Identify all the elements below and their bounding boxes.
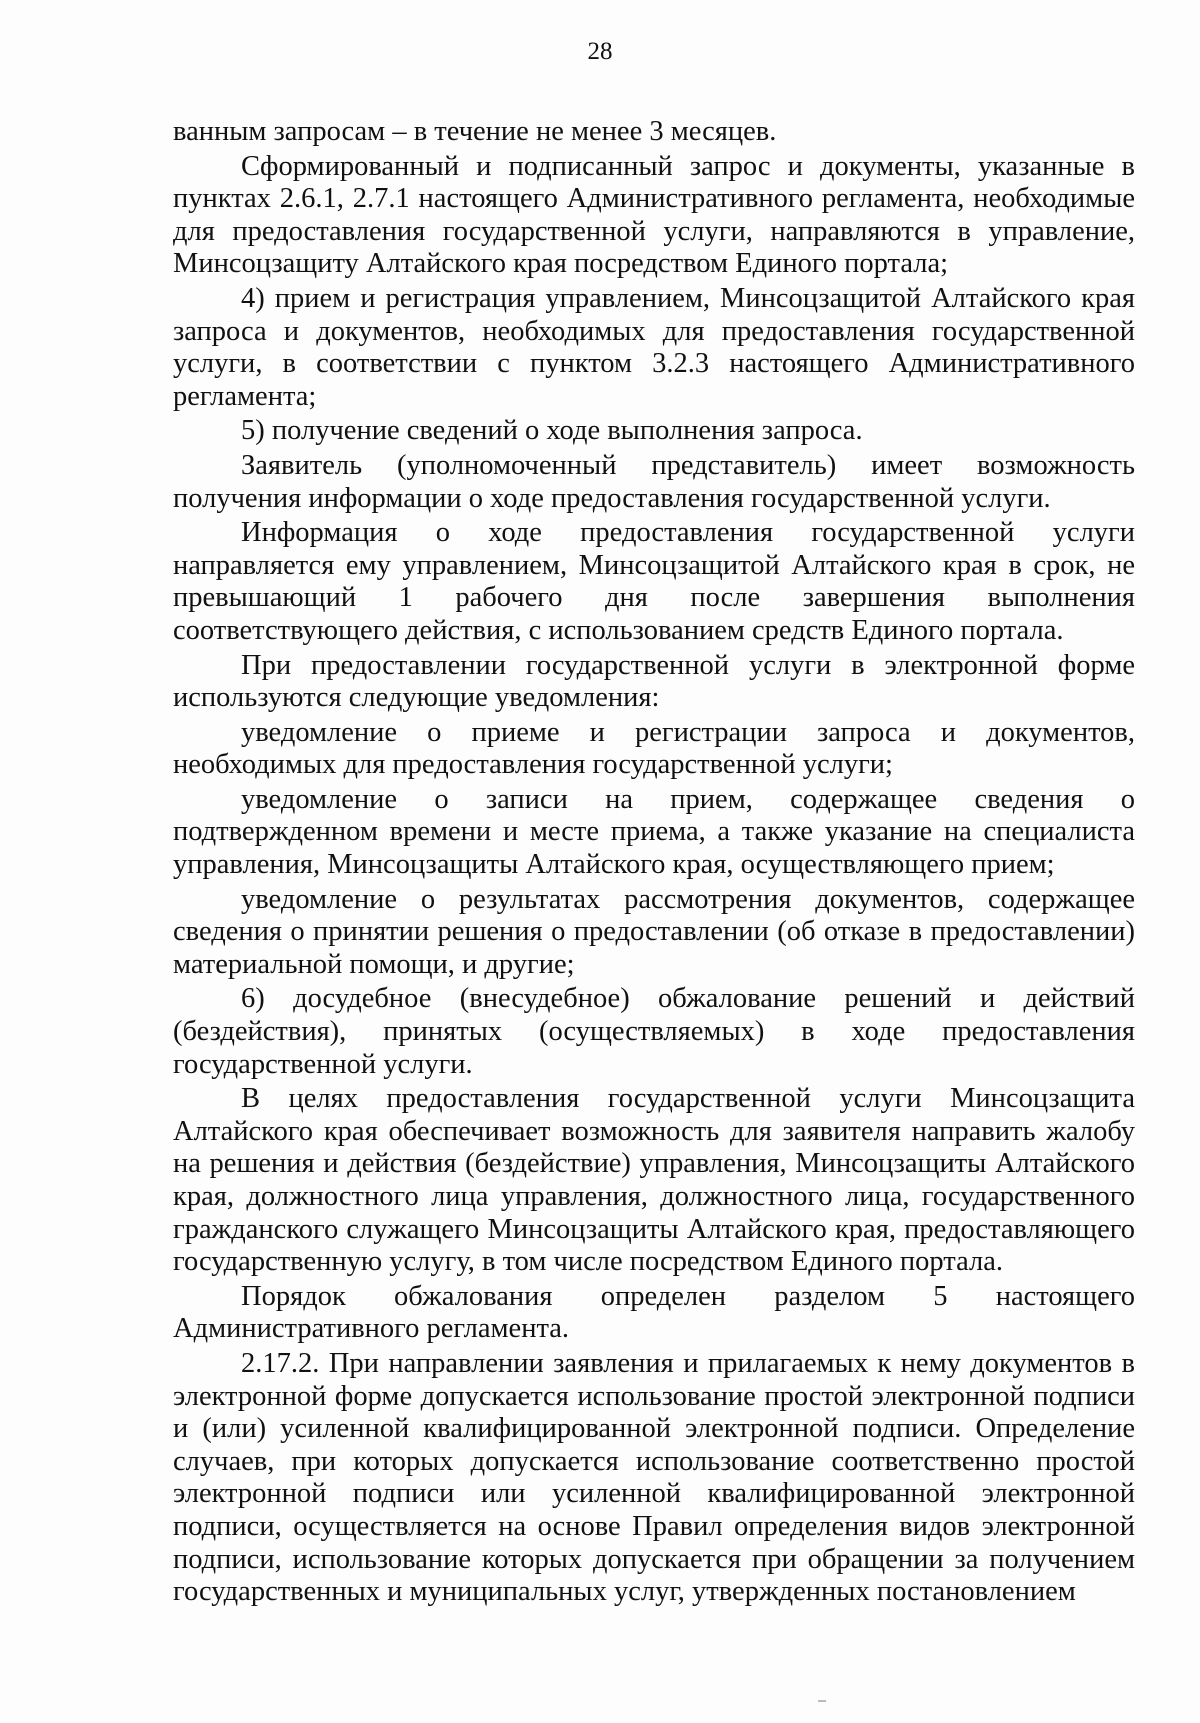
body-text [173, 116, 1135, 1611]
paragraph: В целях предоставления государственной услуги Минсоцзащита Алтайского края обеспечивает возможность для заявителя направить жалобу на решения и действия (бездействие) управления, Минсоцзащиты Алтайского края, должностного лица управления, должностного лица, государственного гражданского служащего Минсоцзащиты Алтайского края, предоставляющего государственную услугу, в том числе посредством Единого портала. [173, 1083, 1135, 1278]
paragraph: 4) прием и регистрация управлением, Минсоцзащитой Алтайского края запроса и документов, необходимых для предоставления государственной услуги, в соответствии с пунктом 3.2.3 настоящего Административного регламента; [173, 282, 1135, 412]
paragraph: уведомление о приеме и регистрации запроса и документов, необходимых для предоставления государственной услуги; [173, 716, 1135, 781]
paragraph: Информация о ходе предоставления государственной услуги направляется ему управлением, Минсоцзащитой Алтайского края в срок, не превышающий 1 рабочего дня после завершения выполнения соответствующего действия, с использованием средств Единого портала. [173, 517, 1135, 646]
paragraph: 6) досудебное (внесудебное) обжалование решений и действий (бездействия), принятых (осуществляемых) в ходе предоставления государственной услуги. [173, 983, 1135, 1080]
paragraph: уведомление о записи на прием, содержащее сведения о подтвержденном времени и месте приема, а также указание на специалиста управления, Минсоцзащиты Алтайского края, осуществляющего прием; [173, 783, 1135, 881]
paragraph: 5) получение сведений о ходе выполнения запроса. [241, 415, 863, 447]
paragraph: ванным запросам – в течение не менее 3 месяцев. [173, 116, 777, 147]
paragraph: Сформированный и подписанный запрос и документы, указанные в пунктах 2.6.1, 2.7.1 настоящего Административного регламента, необходимые для предоставления государственной услуги, направляются в управление, Минсоцзащиту Алтайского края посредством Единого портала; [173, 150, 1135, 280]
paragraph: 2.17.2. При направлении заявления и прилагаемых к нему документов в электронной форме допускается использование простой электронной подписи и (или) усиленной квалифицированной электронной подписи. Определение случаев, при которых допускается использование соответственно простой электронной подписи или усиленной квалифицированной электронной подписи, осуществляется на основе Правил определения видов электронной подписи, использование которых допускается при обращении за получением государственных и муниципальных услуг, утвержденных постановлением [173, 1347, 1135, 1608]
scan-artifact [818, 1700, 826, 1702]
page-number: 28 [587, 38, 613, 65]
paragraph: Заявитель (уполномоченный представитель) имеет возможность получения информации о ходе предоставления государственной услуги. [173, 449, 1135, 514]
paragraph: уведомление о результатах рассмотрения документов, содержащее сведения о принятии решения о предоставлении (об отказе в предоставлении) материальной помощи, и другие; [173, 883, 1135, 980]
paragraph: При предоставлении государственной услуги в электронной форме используются следующие уведомления: [173, 649, 1135, 714]
paragraph: Порядок обжалования определен разделом 5 настоящего Административного регламента. [173, 1280, 1135, 1345]
